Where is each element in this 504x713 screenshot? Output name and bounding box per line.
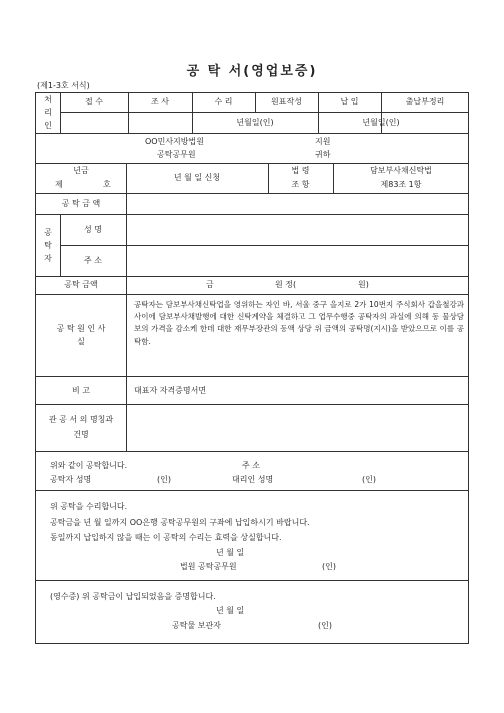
depositor-seal: (인) [157,475,171,484]
acceptance-officer: 법원 공탁공무원 [180,562,237,571]
depositor-name-field: 공탁자 성명 [50,475,92,484]
date-seal-field-1[interactable]: 년월일(인) [236,118,274,127]
header-received: 접 수 [85,97,103,106]
header-original: 원표작성 [271,97,302,106]
header-payment: 납 입 [340,97,359,106]
case-label-ho: 호 [103,180,111,189]
law-label-1: 법 령 [291,166,310,175]
side-label-1: 처 [44,95,52,104]
depositor-side-2: 탁 [44,241,52,250]
document-title: 공 탁 서(영업보증) [186,64,318,79]
note-value: 대표자 자격증명서면 [134,386,207,395]
officer-title: 공탁공무원 [157,150,196,159]
acceptance-date: 년 월 일 [216,548,245,557]
cause-label-1: 공 탁 원 인 사 [56,324,106,333]
agent-name-field: 대리인 성명 [232,475,274,484]
declaration-text: 위와 같이 공탁합니다. [50,461,128,470]
note-label: 비 고 [72,386,90,395]
form-number: (제1-3호 서식) [37,81,90,90]
date-seal-field-2[interactable]: 년월일(인) [362,118,400,127]
cause-label-2: 실 [77,337,85,346]
acceptance-seal: (인) [322,562,336,571]
cause-text: 공탁자는 담보부사채신탁업을 영위하는 자인 바, 서울 중구 을지로 2가 10번지 주식회사 갑을철강과 사이에 담보부사채발행에 대한 신탁계약을 체결하고 그 업무수행중 공탁자의 과실에 의해 동 물상담보의 가격을 감소케 한데 대한 재무부장관의 동액 상당 위 금액의 공탁명(지시)을 받았으므로 이를 공탁함. [134,300,464,346]
agent-seal: (인) [362,475,376,484]
amount-won-close: 원) [358,280,369,289]
application-date[interactable]: 년 월 일 신청 [173,173,221,182]
depositor-name-label: 성 명 [84,225,102,234]
side-label-2: 리 [44,108,52,117]
receipt-cert-text: (영수증) 위 공탁금이 납입되었음을 증명합니다. [50,592,216,601]
case-label-no: 제 [55,180,63,189]
law-article: 제83조 1항 [380,180,422,189]
depositor-side-3: 자 [44,254,52,263]
law-name: 담보부사채신탁법 [370,166,432,175]
deposit-keeper: 공탁물 보관자 [172,621,221,630]
court-branch: 지원 [315,137,331,146]
case-label-year: 년금 [73,166,89,175]
amount-row-label: 공탁 금액 [64,280,98,289]
header-ledger: 출납부정리 [405,97,445,106]
office-label-2: 건명 [73,430,89,439]
side-label-3: 인 [44,121,52,130]
depositor-side-1: 공 [44,228,52,237]
acceptance-line-3: 동일까지 납입하지 않을 때는 이 공탁의 수리는 효력을 상실합니다. [50,533,282,542]
header-acceptance: 수 리 [214,97,233,106]
law-label-2: 조 항 [291,180,310,189]
acceptance-line-1: 위 공탁을 수리합니다. [50,502,128,511]
amount-label: 공 탁 금 액 [61,199,101,208]
declaration-address-label: 주 소 [242,461,260,470]
receipt-cert-date: 년 월 일 [216,606,245,615]
keeper-seal: (인) [318,621,332,630]
office-label-1: 관 공 서 의 명칭과 [48,415,114,424]
header-investigation: 조 사 [151,97,169,106]
acceptance-line-2: 공탁금을 년 월 일까지 OO은행 공탁공무원의 구좌에 납입하시기 바랍니다. [50,518,310,527]
amount-won: 원 정( [275,280,297,289]
amount-prefix: 금 [206,280,214,289]
court-name: OO민사지방법원 [145,137,204,146]
honorific: 귀하 [315,150,331,159]
depositor-address-label: 주 소 [84,256,102,265]
